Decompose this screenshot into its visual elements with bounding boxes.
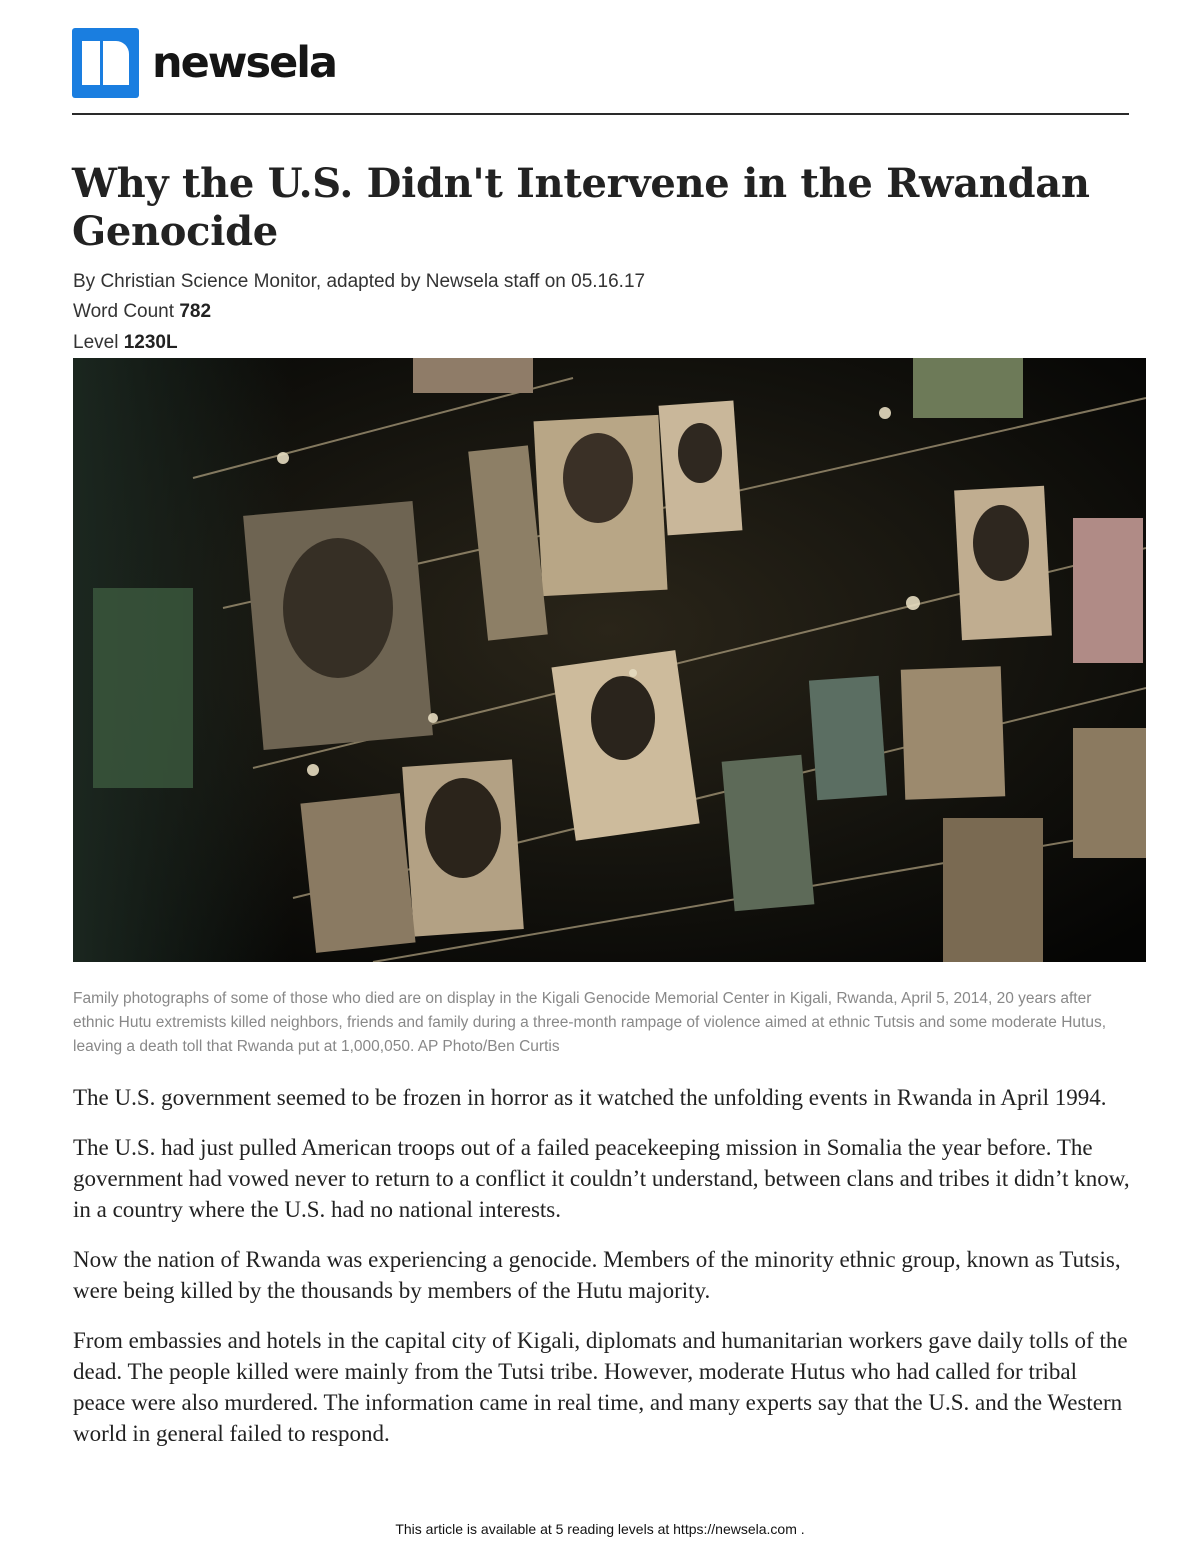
memorial-photo — [73, 358, 1146, 962]
footer-note: This article is available at 5 reading levels at https://newsela.com . — [395, 1521, 805, 1537]
paragraph: Now the nation of Rwanda was experiencing a genocide. Members of the minority ethnic group, known as Tutsis, were being killed by the thousands by members of the Hutu majority. — [73, 1247, 1121, 1303]
byline: By Christian Science Monitor, adapted by Newsela staff on 05.16.17 — [73, 271, 646, 292]
paragraph: The U.S. government seemed to be frozen in horror as it watched the unfolding events in Rwanda in April 1994. — [73, 1085, 1107, 1110]
reading-level — [73, 332, 178, 354]
brand-name: newsela — [152, 37, 337, 88]
level-label: Level — [73, 332, 119, 353]
word-count-label: Word Count — [73, 301, 175, 322]
word-count — [73, 301, 211, 323]
paragraph: The U.S. had just pulled American troops out of a failed peacekeeping mission in Somalia the year before. The government had vowed never to return to a conflict it couldn’t understand, between clans and tribes it didn’t know, in a country where the U.S. had no national interests. — [73, 1135, 1130, 1222]
level-value: 1230L — [123, 332, 178, 353]
word-count-value: 782 — [179, 301, 212, 322]
article-body — [73, 1082, 1133, 1468]
paragraph: From embassies and hotels in the capital city of Kigali, diplomats and humanitarian workers gave daily tolls of the dead. The people killed were mainly from the Tutsi tribe. However, moderate Hutus who had called for tribal peace were also murdered. The information came in real time, and many experts say that the U.S. and the Western world in general failed to respond. — [73, 1328, 1128, 1446]
newsela-logo — [72, 28, 336, 98]
header-divider — [72, 113, 1129, 115]
article-title: Why the U.S. Didn't Intervene in the Rwandan Genocide — [72, 160, 1090, 255]
newsela-logo-icon — [72, 28, 139, 98]
image-caption: Family photographs of some of those who died are on display in the Kigali Genocide Memorial Center in Kigali, Rwanda, April 5, 2014, 20 years after ethnic Hutu extremists killed neighbors, friends and family during a three-month rampage of violence aimed at ethnic Tutsis and some moderate Hutus, leaving a death toll that Rwanda put at 1,000,050. AP Photo/Ben Curtis — [73, 990, 1106, 1055]
